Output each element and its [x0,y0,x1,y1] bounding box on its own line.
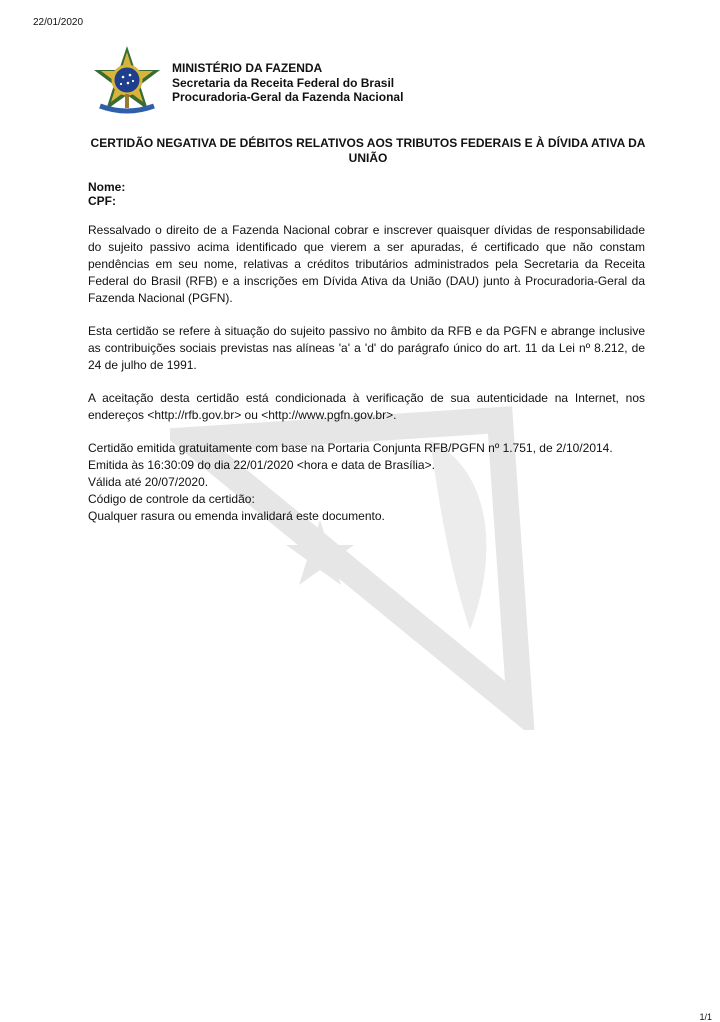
ministry-name: MINISTÉRIO DA FAZENDA [172,61,323,75]
document-title: CERTIDÃO NEGATIVA DE DÉBITOS RELATIVOS AOS TRIBUTOS FEDERAIS E À DÍVIDA ATIVA DA UNIÃO [90,136,646,165]
header [90,44,650,120]
paragraph: A aceitação desta certidão está condicionada à verificação de sua autenticidade na Internet, nos endereços <http://rfb.gov.br> ou <http://www.pgfn.gov.br>. [88,391,645,422]
certificate-body [88,222,645,525]
identification [88,180,125,208]
page-number: 1/1 [699,1012,712,1022]
coat-of-arms-icon [90,44,164,118]
issue-basis: Certidão emitida gratuitamente com base na Portaria Conjunta RFB/PGFN nº 1.751, de 2/10/2014. [88,441,613,455]
attorney-name: Procuradoria-Geral da Fazenda Nacional [172,90,404,104]
name-label: Nome: [88,180,126,194]
cpf-label: CPF: [88,194,116,208]
valid-until: Válida até 20/07/2020. [88,475,209,489]
tamper-notice: Qualquer rasura ou emenda invalidará este documento. [88,509,385,523]
control-code: Código de controle da certidão: [88,492,255,506]
issue-datetime: Emitida às 16:30:09 do dia 22/01/2020 <hora e data de Brasília>. [88,458,435,472]
print-date: 22/01/2020 [33,17,84,28]
paragraph: Ressalvado o direito de a Fazenda Nacional cobrar e inscrever quaisquer dívidas de responsabilidade do sujeito passivo acima identificado que vierem a ser apuradas, é certificado que não constam pendências em seu nome, relativas a créditos tributários administrados pela Secretaria da Receita Federal do Brasil (RFB) e a inscrições em Dívida Ativa da União (DAU) junto à Procuradoria-Geral da Fazenda Nacional (PGFN). [88,223,645,305]
secretariat-name: Secretaria da Receita Federal do Brasil [172,75,395,90]
paragraph: Esta certidão se refere à situação do sujeito passivo no âmbito da RFB e da PGFN e abrange inclusive as contribuições sociais previstas nas alíneas 'a' a 'd' do parágrafo único do art. 11 da Lei nº 8.212, de 24 de julho de 1991. [88,324,645,372]
